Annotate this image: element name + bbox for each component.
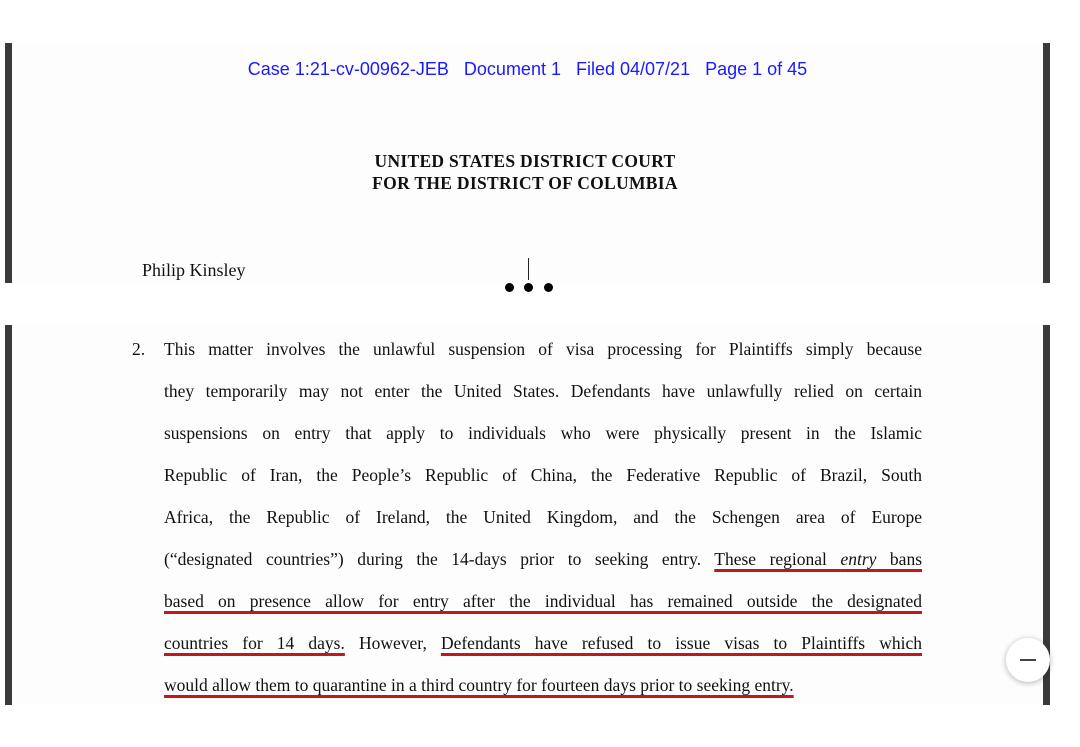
highlighted-text: would allow them to quarantine in a third country for fourteen days prior to seeking entry.: [164, 675, 794, 695]
case-number: Case 1:21-cv-00962-JEB: [247, 59, 449, 79]
case-header: [0, 59, 1055, 80]
filed-date: Filed 04/07/21: [576, 59, 691, 79]
minus-icon: [1020, 659, 1036, 661]
paragraph-text: However,: [359, 633, 427, 653]
paragraph-line: This matter involves the unlawful suspension of visa processing for Plaintiffs simply because: [164, 339, 922, 359]
emphasized-text: entry: [840, 549, 877, 569]
paragraph-line: [164, 590, 922, 612]
highlighted-text: Defendants have refused to issue visas to Plaintiffs which: [440, 633, 922, 653]
court-title-line-2: FOR THE DISTRICT OF COLUMBIA: [372, 173, 678, 193]
ellipsis-icon: [500, 258, 560, 298]
paragraph-line: [164, 674, 922, 696]
paragraph-line: [164, 548, 922, 570]
zoom-out-button[interactable]: [1006, 638, 1050, 682]
page-edge-left: [5, 325, 12, 705]
highlighted-text-part: bans: [876, 549, 923, 569]
highlighted-text: countries for 14 days.: [164, 633, 345, 653]
highlighted-text: [714, 549, 922, 569]
paragraph-number: 2.: [132, 339, 146, 359]
paragraph-line: [164, 632, 922, 654]
paragraph-text: (“designated countries”) during the 14-days prior to seeking entry.: [164, 549, 702, 569]
paragraph-line: suspensions on entry that apply to individuals who were physically present in the Islamic: [164, 423, 922, 443]
paragraph-line: they temporarily may not enter the United States. Defendants have unlawfully relied on certain: [164, 381, 922, 401]
highlighted-text-part: These regional: [714, 549, 841, 569]
highlighted-text: based on presence allow for entry after the individual has remained outside the designated: [164, 591, 922, 611]
paragraph-line: Africa, the Republic of Ireland, the United Kingdom, and the Schengen area of Europe: [164, 507, 922, 527]
plaintiff-name: Philip Kinsley: [142, 260, 246, 280]
court-title-line-1: UNITED STATES DISTRICT COURT: [374, 151, 676, 171]
paragraph-line: Republic of Iran, the People’s Republic of China, the Federative Republic of Brazil, South: [164, 465, 922, 485]
page-indicator: Page 1 of 45: [705, 59, 808, 79]
document-number: Document 1: [463, 59, 561, 79]
